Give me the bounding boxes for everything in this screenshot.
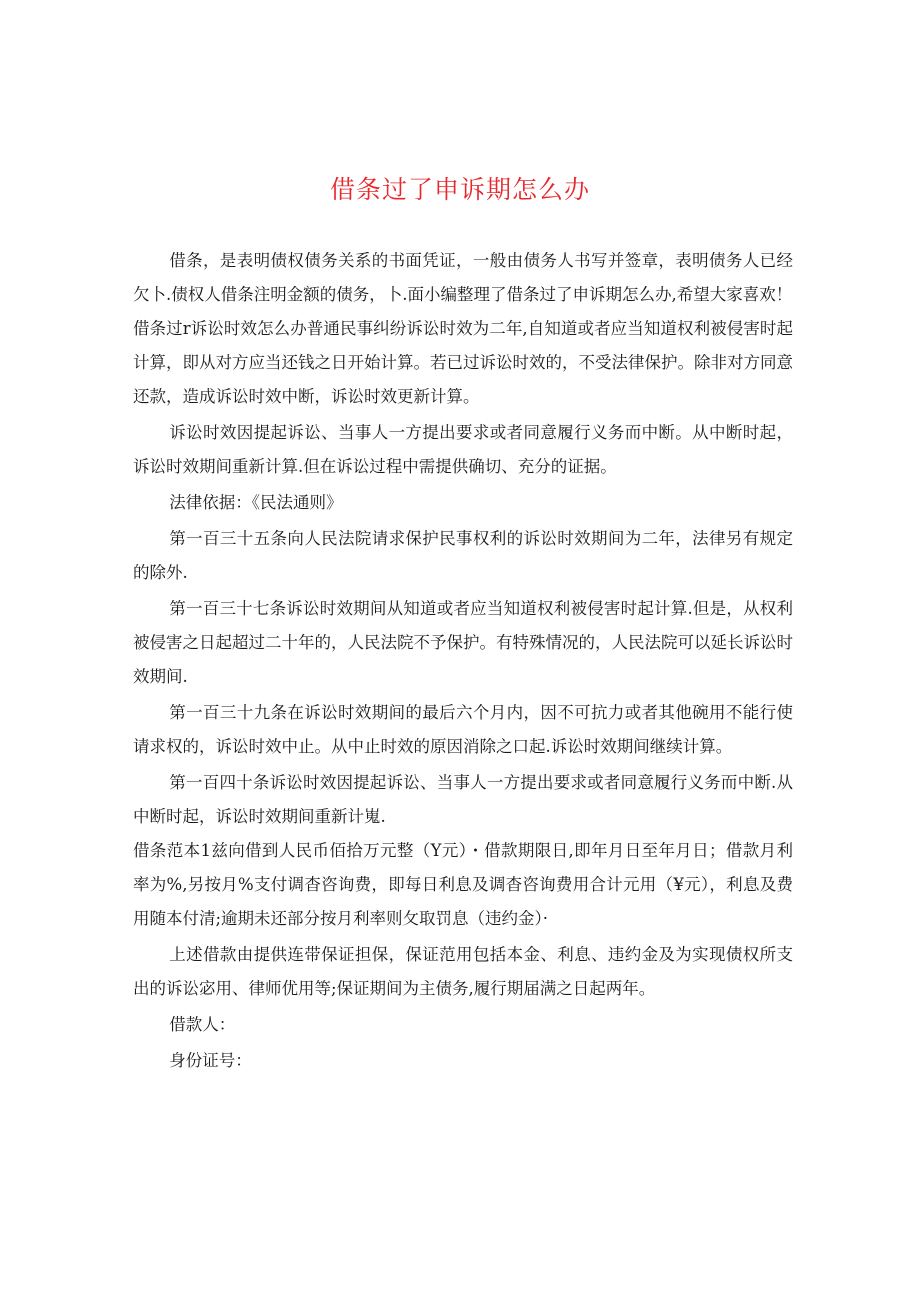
paragraph-article-140: 第一百四十条诉讼时效因提起诉讼、当事人一方提出要求或者同意履行义务而中断.从中断时起，诉讼时效期间重新计嵬. — [133, 773, 793, 826]
id-number-label: 身份证号： — [169, 1051, 252, 1070]
paragraph-statute-overview: 借条过r诉讼时效怎么办普通民事纠纷诉讼时效为二年,自知道或者应当知道权利被侵害时起计算，即从对方应当还钱之日开始计算。若已过诉讼时效的，不受法律保护。除非对方同意还款，造成诉讼时效中断，诉讼时效更新计算。 — [133, 319, 793, 406]
paragraph-legal-basis: 法律依据：《民法通则》 — [169, 493, 343, 512]
document-body — [133, 244, 793, 1078]
paragraph-article-135: 第一百三十五条向人民法院请求保护民事权利的诉讼时效期间为二年，法律另有规定的除外. — [133, 529, 793, 582]
paragraph-interruption: 诉讼时效因提起诉讼、当事人一方提出要求或者同意履行义务而中断。从中断时起，诉讼时效期间重新计算.但在诉讼过程中需提供确切、充分的证据。 — [133, 423, 793, 476]
paragraph-guarantee: 上述借款由提供连带保证担保，保证范用包括本金、利息、违约金及为实现债权所支出的诉讼宓用、律师优用等;保证期间为主债务,履行期届满之日起两年。 — [133, 945, 793, 998]
paragraph-article-137: 第一百三十七条诉讼时效期间从知道或者应当知道权利被侵害时起计算.但是，从权利被侵害之日起超过二十年的，人民法院不予保护。有特殊情况的，人民法院可以延长诉讼时效期间. — [133, 599, 793, 686]
document-title: 借条过了申诉期怎么办 — [329, 175, 590, 204]
paragraph-loan-template: 借条范本1兹向借到人民币佰拾万元整（Y元）・借款期限日,即年月日至年月日；借款月利率为%,另按月%支付调杳咨询费，即每日利息及调杳咨询费用合计元用（¥元），利息及费用随本付清;逾期未还部分按月利率则攵取罚息（违约金）· — [133, 841, 793, 928]
paragraph-intro: 借条，是表明债权债务关系的书面凭证，一般由债务人书写并签章，表明债务人已经欠卜.债权人借条注明金额的债务，卜.面小编整理了借条过了申诉期怎么办,希望大家喜欢！ — [133, 251, 793, 304]
borrower-label: 借款人： — [169, 1015, 236, 1034]
paragraph-article-139: 第一百三十九条在诉讼时效期间的最后六个月内，因不可抗力或者其他碗用不能行使请求权的，诉讼时效中止。从中止时效的原因消除之口起.诉讼时效期间继续计算。 — [133, 703, 793, 756]
